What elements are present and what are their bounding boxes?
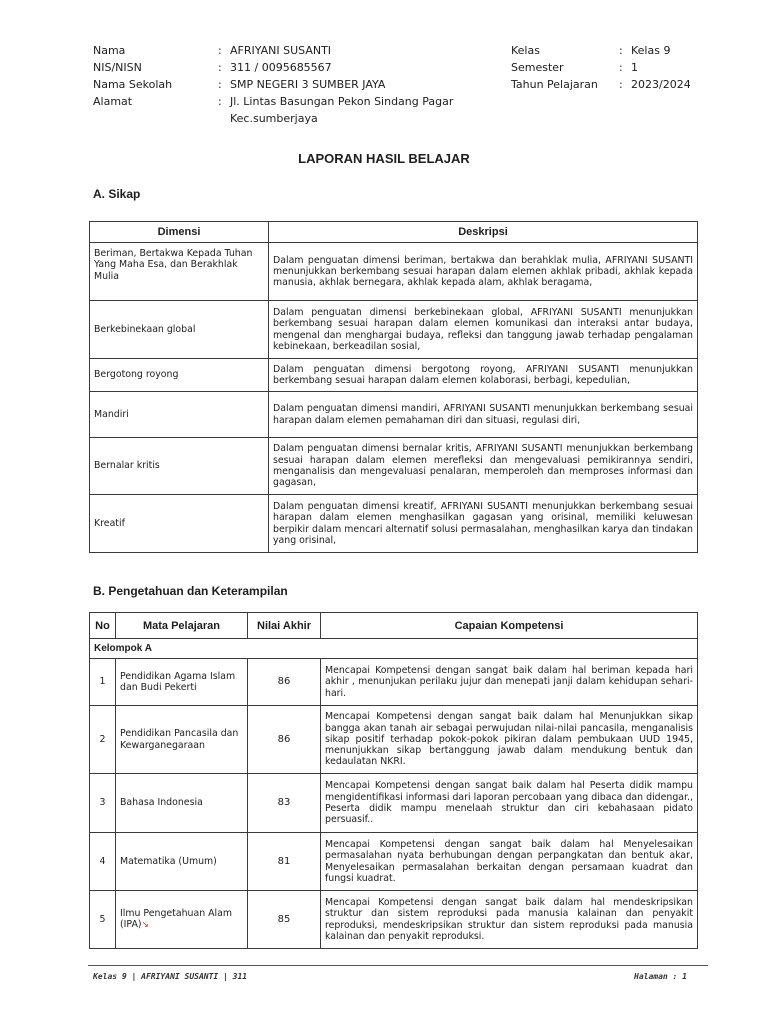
mapel-header: Mata Pelajaran: [116, 613, 248, 639]
pengetahuan-table: [89, 612, 698, 949]
nis-value: 311 / 0095685567: [230, 61, 332, 74]
kelas-label: Kelas: [511, 44, 540, 57]
dimensi-cell: Bernalar kritis: [90, 438, 269, 495]
nilai-cell: 83: [248, 774, 321, 833]
student-identity: [93, 42, 513, 127]
alamat-value: [230, 93, 490, 127]
no-cell: 1: [90, 659, 116, 706]
capaian-cell: Mencapai Kompetensi dengan sangat baik dalam hal Menyelesaikan permasalahan nyata berhubungan dengan perpangkatan dan bentuk akar, Menyelesaikan permasalahan berkaitan dengan persamaan kuadrat dan fungsi kuadrat.: [321, 833, 698, 891]
no-cell: 4: [90, 833, 116, 891]
separator: :: [218, 44, 222, 57]
tahun-row: [511, 76, 711, 93]
deskripsi-cell: Dalam penguatan dimensi bernalar kritis, AFRIYANI SUSANTI menunjukkan berkembang sesuai harapan dalam elemen merefleksi dan mengevaluasi pemikirannya sendiri, menganalisis dan mengevaluasi penalaran, memperoleh dan memproses informasi dan gagasan,: [269, 438, 698, 495]
kelas-value: Kelas 9: [631, 44, 671, 57]
dimensi-header: Dimensi: [90, 222, 269, 243]
footer-identity: Kelas 9 | AFRIYANI SUSANTI | 311: [93, 972, 248, 981]
mapel-cell: Matematika (Umum): [116, 833, 248, 891]
kelas-row: [511, 42, 711, 59]
alamat-row: [93, 93, 513, 127]
capaian-cell: Mencapai Kompetensi dengan sangat baik dalam hal mendeskripsikan struktur dan sistem reproduksi pada manusia kalainan dan penyakit reproduksi, mendeskripsikan struktur dan sistem reproduksi pada manusia kalainan dan penyakit reproduksi.: [321, 891, 698, 949]
semester-row: [511, 59, 711, 76]
table-row: [90, 359, 698, 392]
alamat-label: Alamat: [93, 95, 133, 108]
dimensi-cell: Bergotong royong: [90, 359, 269, 392]
table-row: [90, 495, 698, 553]
pengetahuan-header-row: [90, 613, 698, 639]
sekolah-label: Nama Sekolah: [93, 78, 173, 91]
pengetahuan-heading: B. Pengetahuan dan Keterampilan: [93, 584, 288, 598]
sikap-heading: A. Sikap: [93, 187, 141, 201]
capaian-cell: Mencapai Kompetensi dengan sangat baik dalam hal Menunjukkan sikap bangga akan tanah air sebagai perwujudan nilai-nilai pancasila, menganalisis sikap positif terhadap pokok-pokok pikiran dalam pembukaan UUD 1945, menunjukkan sikap bertanggung jawab dalam mendukung bentuk dan kedaulatan NKRI.: [321, 706, 698, 774]
sikap-header-row: [90, 222, 698, 243]
pen-mark-icon: ↘: [141, 920, 150, 930]
table-row: [90, 392, 698, 438]
separator: :: [619, 78, 623, 91]
tahun-label: Tahun Pelajaran: [511, 78, 598, 91]
mapel-text: Ilmu Pengetahuan Alam (IPA): [120, 907, 233, 930]
dimensi-cell: Mandiri: [90, 392, 269, 438]
deskripsi-cell: Dalam penguatan dimensi beriman, bertakwa dan berahklak mulia, AFRIYANI SUSANTI menunjukkan berkembang sesuai harapan dalam elemen akhlak pribadi, akhlak kepada manusia, akhlak bernegara, akhlak kepada alam, akhlak beragama,: [269, 243, 698, 301]
capaian-cell: Mencapai Kompetensi dengan sangat baik dalam hal beriman kepada hari akhir , menunjukan perilaku jujur dan menepati janji dalam kehidupan sehari-hari.: [321, 659, 698, 706]
nis-label: NIS/NISN: [93, 61, 142, 74]
footer-page-number: Halaman : 1: [634, 972, 687, 981]
table-row: [90, 301, 698, 359]
no-cell: 3: [90, 774, 116, 833]
table-row: [90, 706, 698, 774]
sekolah-row: [93, 76, 513, 93]
mapel-cell: [116, 891, 248, 949]
alamat-line-2: Kec.sumberjaya: [230, 112, 318, 125]
separator: :: [218, 95, 222, 108]
deskripsi-cell: Dalam penguatan dimensi bergotong royong, AFRIYANI SUSANTI menunjukkan berkembang sesuai harapan dalam elemen kolaborasi, berbagi, kepedulian,: [269, 359, 698, 392]
nilai-header: Nilai Akhir: [248, 613, 321, 639]
table-row: [90, 891, 698, 949]
group-row: [90, 639, 698, 659]
no-cell: 2: [90, 706, 116, 774]
footer-divider: [88, 965, 708, 966]
dimensi-cell: Berkebinekaan global: [90, 301, 269, 359]
deskripsi-cell: Dalam penguatan dimensi kreatif, AFRIYANI SUSANTI menunjukkan berkembang sesuai harapan dalam elemen menghasilkan gagasan yang orisinal, memiliki keluwesan berpikir dalam mencari alternatif solusi permasalahan, menghasilkan karya dan tindakan yang orisinal,: [269, 495, 698, 553]
no-cell: 5: [90, 891, 116, 949]
nilai-cell: 86: [248, 706, 321, 774]
report-title: LAPORAN HASIL BELAJAR: [298, 151, 470, 166]
nilai-cell: 85: [248, 891, 321, 949]
nama-value: AFRIYANI SUSANTI: [230, 44, 332, 57]
separator: :: [619, 61, 623, 74]
deskripsi-cell: Dalam penguatan dimensi mandiri, AFRIYANI SUSANTI menunjukkan berkembang sesuai harapan dalam elemen pemahaman diri dan situasi, regulasi diri,: [269, 392, 698, 438]
dimensi-cell: Kreatif: [90, 495, 269, 553]
deskripsi-cell: Dalam penguatan dimensi berkebinekaan global, AFRIYANI SUSANTI menunjukkan berkembang sesuai harapan dalam elemen komunikasi dan interaksi antar budaya, mengenal dan menghargai budaya, refleksi dan tanggung jawab terhadap pengalaman kebinekaan, berkeadilan sosial,: [269, 301, 698, 359]
separator: :: [619, 44, 623, 57]
separator: :: [218, 78, 222, 91]
nilai-cell: 86: [248, 659, 321, 706]
mapel-cell: Pendidikan Agama Islam dan Budi Pekerti: [116, 659, 248, 706]
dimensi-cell: Beriman, Bertakwa Kepada Tuhan Yang Maha Esa, dan Berakhlak Mulia: [90, 243, 269, 301]
class-identity: [511, 42, 711, 93]
mapel-cell: Pendidikan Pancasila dan Kewarganegaraan: [116, 706, 248, 774]
table-row: [90, 774, 698, 833]
tahun-value: 2023/2024: [631, 78, 691, 91]
mapel-cell: Bahasa Indonesia: [116, 774, 248, 833]
nis-row: [93, 59, 513, 76]
table-row: [90, 438, 698, 495]
semester-value: 1: [631, 61, 638, 74]
nama-label: Nama: [93, 44, 126, 57]
separator: :: [218, 61, 222, 74]
semester-label: Semester: [511, 61, 564, 74]
sekolah-value: SMP NEGERI 3 SUMBER JAYA: [230, 78, 386, 91]
kelompok-label: Kelompok A: [90, 639, 698, 659]
nama-row: [93, 42, 513, 59]
table-row: [90, 659, 698, 706]
deskripsi-header: Deskripsi: [269, 222, 698, 243]
capaian-cell: Mencapai Kompetensi dengan sangat baik dalam hal Peserta didik mampu mengidentifikasi informasi dari laporan percobaan yang dibaca dan didengar., Peserta didik mampu menelaah struktur dan ciri kebahasaan pidato persuasif..: [321, 774, 698, 833]
nilai-cell: 81: [248, 833, 321, 891]
table-row: [90, 243, 698, 301]
alamat-line-1: Jl. Lintas Basungan Pekon Sindang Pagar: [230, 95, 454, 108]
capaian-header: Capaian Kompetensi: [321, 613, 698, 639]
sikap-table: [89, 221, 698, 553]
table-row: [90, 833, 698, 891]
no-header: No: [90, 613, 116, 639]
